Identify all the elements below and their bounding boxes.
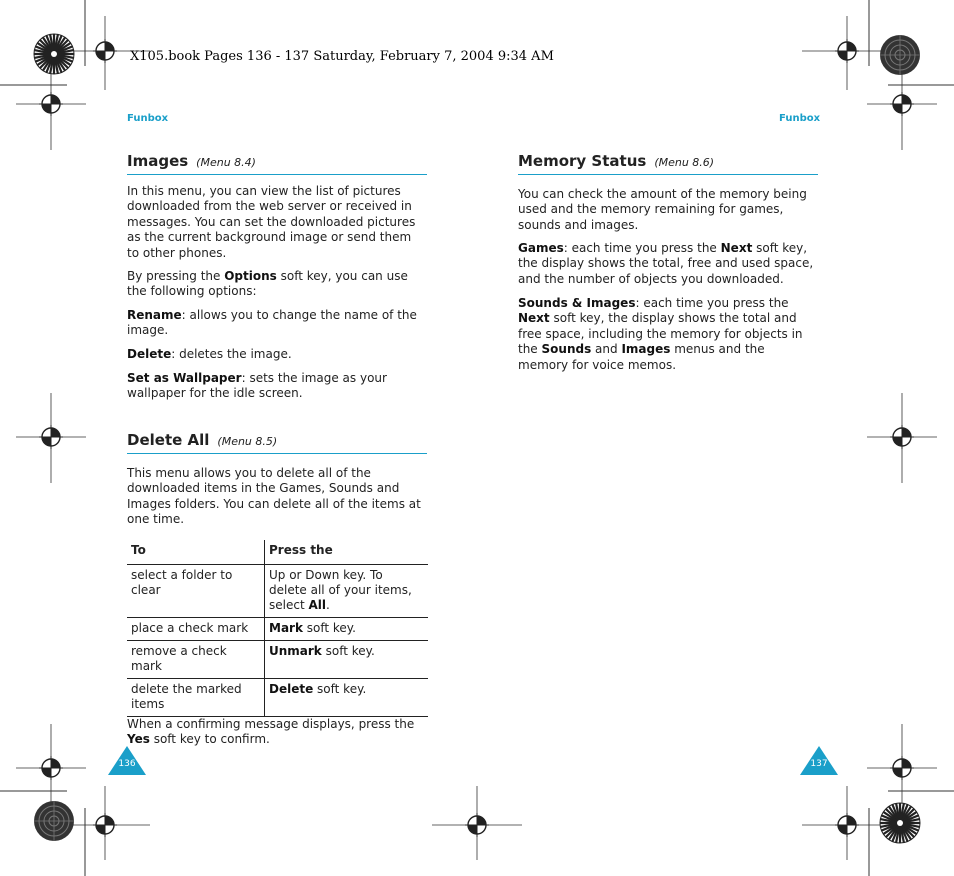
dark-registration-disc: [880, 35, 920, 75]
memory-sounds-images: Sounds & Images: each time you press the Next soft key, the display shows the total and free space, including the memory for objects in the Sounds and Images menus and the memory for voice memos.: [518, 296, 803, 372]
table-cell-press: Unmark soft key.: [265, 641, 429, 679]
table-row: [127, 679, 428, 717]
table-row: [127, 641, 428, 679]
confirm-note: When a confirming message displays, press the Yes soft key to confirm.: [127, 717, 415, 747]
option-delete: Delete: deletes the image.: [127, 347, 292, 361]
images-intro: In this menu, you can view the list of pictures downloaded from the web server or received in messages. You can set the downloaded pictures as the current background image or send them to other phones.: [127, 184, 416, 260]
table-cell-press: Mark soft key.: [265, 618, 429, 641]
memory-games: Games: each time you press the Next soft key, the display shows the total, free and used space, and the number of objects you downloaded.: [518, 241, 814, 286]
delete-all-heading: [127, 431, 277, 449]
images-heading: [127, 152, 256, 170]
page-number-left: 136: [118, 759, 136, 769]
delete-all-heading-rule: [127, 453, 427, 454]
table-row: [127, 565, 428, 618]
memory-status-intro: You can check the amount of the memory being used and the memory remaining for games, sounds and images.: [518, 187, 807, 232]
delete-all-menu-ref: (Menu 8.5): [217, 435, 278, 448]
option-rename: Rename: allows you to change the name of the image.: [127, 308, 417, 338]
table-cell-press: Up or Down key. To delete all of your items, select All.: [265, 565, 429, 618]
images-menu-ref: (Menu 8.4): [196, 156, 256, 169]
memory-status-title: Memory Status: [518, 152, 647, 170]
table-cell-to: remove a check mark: [127, 641, 265, 679]
images-title: Images: [127, 152, 189, 170]
delete-all-title: Delete All: [127, 431, 210, 449]
table-cell-to: delete the marked items: [127, 679, 265, 717]
table-row: [127, 618, 428, 641]
starburst-registration-mark: [880, 803, 920, 843]
col-header-to: To: [127, 540, 265, 565]
file-info-header: X105.book Pages 136 - 137 Saturday, February 7, 2004 9:34 AM: [130, 49, 554, 64]
memory-status-heading-rule: [518, 174, 818, 175]
memory-status-menu-ref: (Menu 8.6): [654, 156, 715, 169]
options-key: Options: [224, 269, 277, 283]
images-options-lead: By pressing the Options soft key, you can use the following options:: [127, 269, 408, 299]
running-head-right: Funbox: [779, 113, 821, 124]
yes-key: Yes: [127, 732, 150, 747]
dark-registration-disc: [34, 801, 74, 841]
images-heading-rule: [127, 174, 427, 175]
table-cell-to: place a check mark: [127, 618, 265, 641]
delete-all-table: [127, 540, 428, 717]
page-number-right: 137: [810, 759, 828, 769]
delete-all-intro: This menu allows you to delete all of the downloaded items in the Games, Sounds and Images folders. You can delete all of the items at one time.: [127, 466, 421, 527]
option-set-as-wallpaper: Set as Wallpaper: sets the image as your wallpaper for the idle screen.: [127, 371, 387, 401]
table-cell-press: Delete soft key.: [265, 679, 429, 717]
starburst-registration-mark: [34, 34, 74, 74]
table-cell-to: select a folder to clear: [127, 565, 265, 618]
table-header-row: [127, 540, 428, 565]
col-header-press: Press the: [265, 540, 429, 565]
running-head-left: Funbox: [127, 113, 169, 124]
memory-status-heading: [518, 152, 714, 170]
